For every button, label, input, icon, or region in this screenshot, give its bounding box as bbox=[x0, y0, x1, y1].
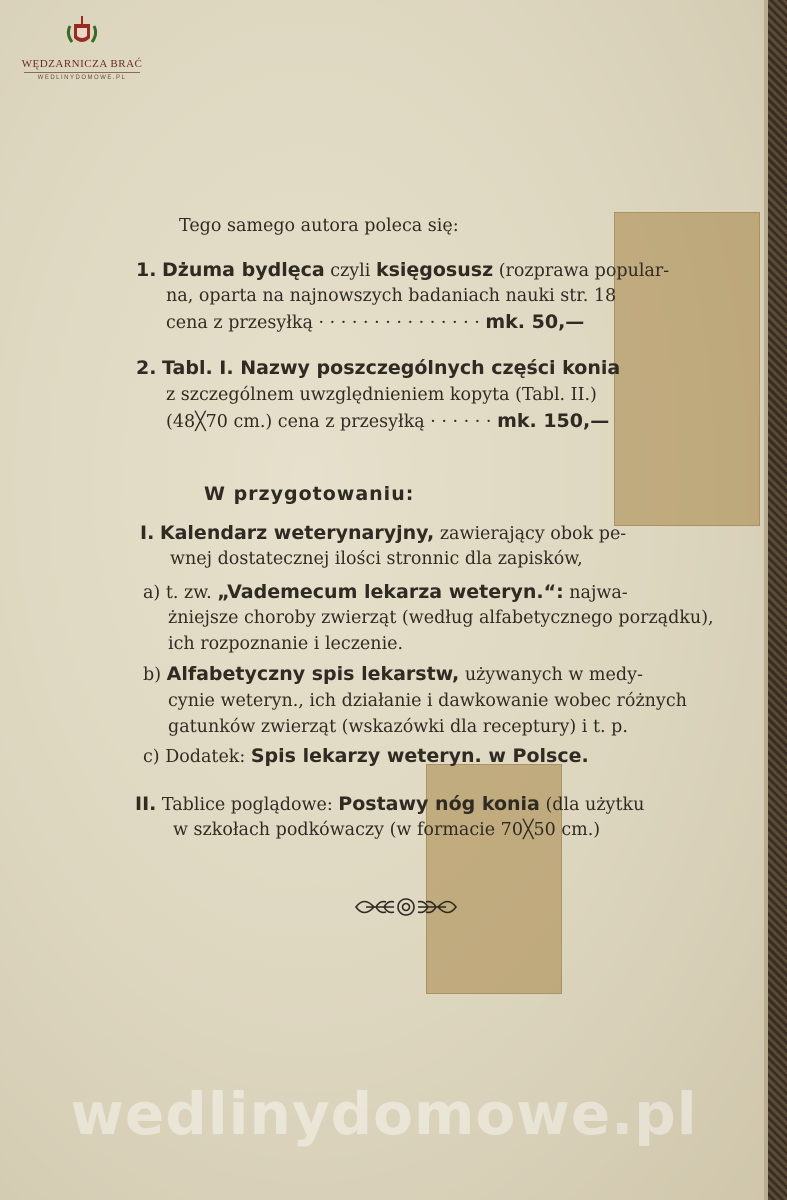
entry-II-prefix: Tablice poglądowe: bbox=[156, 795, 339, 815]
entry-I-number: I. bbox=[140, 522, 155, 544]
entry-II-line-2: w szkołach podkówaczy (w formacie 70╳50 cm.) bbox=[173, 820, 601, 840]
entry-b-title: Alfabetyczny spis lekarstw, bbox=[166, 663, 460, 685]
item-1-line-1 bbox=[136, 258, 669, 283]
site-logo[interactable] bbox=[16, 12, 148, 81]
entry-II-number: II. bbox=[135, 793, 157, 815]
logo-url: WEDLINYDOMOWE.PL bbox=[24, 72, 140, 81]
entry-c-line-1 bbox=[143, 744, 589, 769]
entry-a-line-1 bbox=[143, 580, 628, 605]
entry-b-line-3: gatunków zwierząt (wskazówki dla receptury) i t. p. bbox=[168, 717, 628, 737]
entry-a-text: najwa- bbox=[563, 583, 628, 603]
entry-a-title: „Vademecum lekarza weteryn.“: bbox=[217, 581, 564, 603]
entry-II-title: Postawy nóg konia bbox=[338, 793, 540, 815]
item-2-title: Tabl. I. Nazwy poszczególnych części konia bbox=[162, 357, 621, 379]
item-2-line-2: z szczególnem uwzględnieniem kopyta (Tabl. II.) bbox=[166, 385, 597, 405]
floral-ornament-icon bbox=[354, 894, 458, 920]
entry-I-text: zawierający obok pe- bbox=[434, 524, 627, 544]
item-1-price: mk. 50,— bbox=[485, 311, 585, 333]
section-heading: W przygotowaniu: bbox=[204, 483, 415, 505]
entry-c-label: c) bbox=[143, 747, 160, 767]
entry-b-text: używanych w medy- bbox=[459, 665, 643, 685]
book-spine bbox=[768, 0, 787, 1200]
item-2-price-label: (48╳70 cm.) cena z przesyłką · · · · · · bbox=[166, 412, 498, 432]
site-watermark: wedlinydomowe.pl bbox=[70, 1080, 698, 1148]
entry-II-line-1 bbox=[135, 792, 644, 817]
item-2-line-1 bbox=[136, 356, 620, 381]
item-2-line-3 bbox=[166, 409, 609, 434]
item-1-number: 1. bbox=[136, 259, 157, 281]
logo-name: WĘDZARNICZA BRAĆ bbox=[21, 58, 143, 70]
item-1-title: Dżuma bydlęca bbox=[162, 259, 325, 281]
entry-a-prefix: t. zw. bbox=[160, 583, 218, 603]
crest-icon bbox=[62, 12, 102, 52]
entry-a-line-3: ich rozpoznanie i leczenie. bbox=[168, 634, 404, 654]
item-1-alt-title: księgosusz bbox=[375, 259, 494, 281]
item-1-line-2: na, oparta na najnowszych badaniach nauki str. 18 bbox=[166, 286, 617, 306]
item-1-line-3 bbox=[166, 310, 584, 335]
entry-a-label: a) bbox=[143, 583, 161, 603]
entry-I-line-1 bbox=[140, 521, 626, 546]
entry-II-text: (dla użytku bbox=[539, 795, 645, 815]
item-2-price: mk. 150,— bbox=[497, 410, 610, 432]
entry-a-line-2: żniejsze choroby zwierząt (według alfabetycznego porządku), bbox=[168, 608, 714, 628]
entry-c-prefix: Dodatek: bbox=[159, 747, 251, 767]
entry-b-line-1 bbox=[143, 662, 643, 687]
item-1-text-2: (rozprawa popular- bbox=[493, 261, 670, 281]
entry-b-line-2: cynie weteryn., ich działanie i dawkowanie wobec różnych bbox=[168, 691, 687, 711]
entry-c-title: Spis lekarzy weteryn. w Polsce. bbox=[250, 745, 589, 767]
entry-I-line-2: wnej dostatecznej ilości stronnic dla zapisków, bbox=[170, 549, 583, 569]
entry-b-label: b) bbox=[143, 665, 162, 685]
item-1-price-label: cena z przesyłką · · · · · · · · · · · · · · · bbox=[166, 313, 486, 333]
entry-I-title: Kalendarz weterynaryjny, bbox=[159, 522, 435, 544]
item-2-number: 2. bbox=[136, 357, 157, 379]
item-1-text: czyli bbox=[324, 261, 376, 281]
intro-line: Tego samego autora poleca się: bbox=[179, 216, 459, 236]
